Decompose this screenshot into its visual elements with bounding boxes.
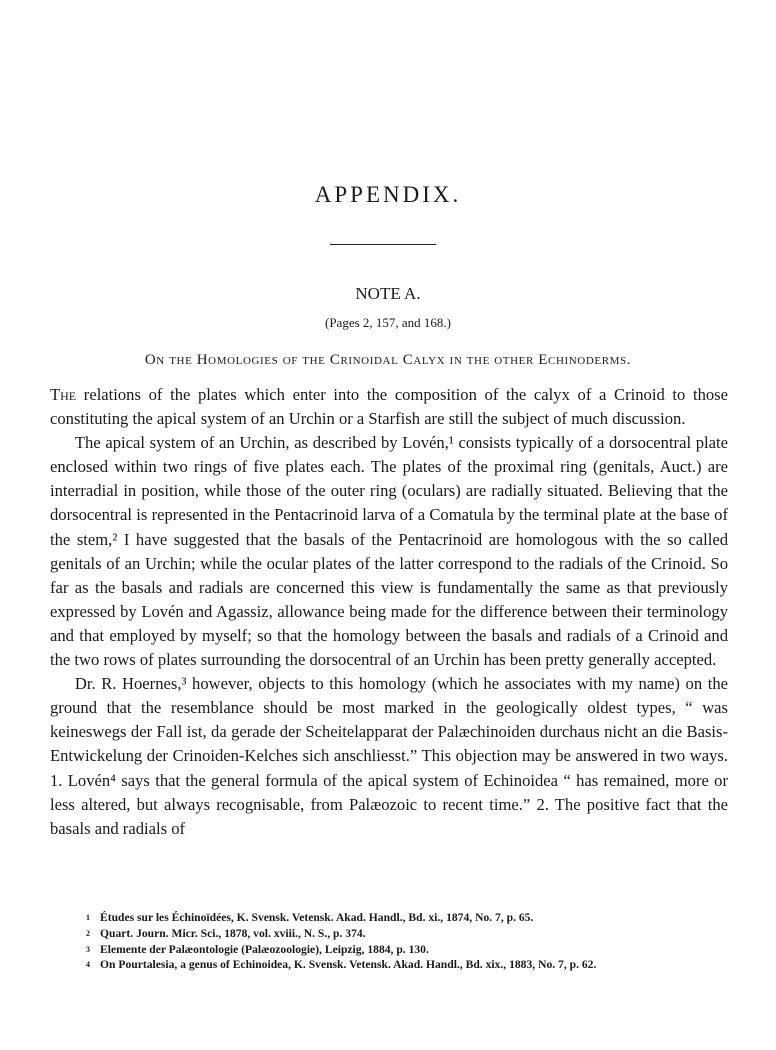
footnote-4: [86, 957, 726, 973]
note-pages: (Pages 2, 157, and 168.): [324, 315, 451, 330]
footnote-2-text: Quart. Journ. Micr. Sci., 1878, vol. xviii., N. S., p. 374.: [100, 926, 366, 940]
paragraph-1-first-word: The: [50, 385, 77, 404]
footnote-3: [86, 942, 726, 958]
footnote-1: [86, 910, 726, 926]
footnote-3-text: Elemente der Palæontologie (Palæozoologie), Leipzig, 1884, p. 130.: [100, 942, 429, 956]
paragraph-1: [50, 383, 728, 431]
footnote-2-mark: 2: [86, 928, 90, 938]
body-text: [50, 383, 728, 841]
footnote-4-text: On Pourtalesia, a genus of Echinoidea, K. Svensk. Vetensk. Akad. Handl., Bd. xix., 1883, No. 7, p. 62.: [100, 958, 597, 972]
footnote-1-mark: 1: [86, 913, 90, 922]
paragraph-1-text: relations of the plates which enter into the composition of the calyx of a Crinoid to those constituting the apical system of an Urchin or a Starfish are still the subject of much discussion.: [50, 385, 728, 429]
footnote-3-mark: 3: [86, 944, 90, 954]
footnotes: [86, 910, 726, 973]
appendix-title: APPENDIX.: [314, 182, 462, 207]
paragraph-2: The apical system of an Urchin, as described by Lovén,¹ consists typically of a dorsocentral plate enclosed within two rings of five plates each. The plates of the proximal ring (genitals, Auct.) are interradial in position, while those of the outer ring (oculars) are radially situated. Believing that the dorsocentral is represented in the Pentacrinoid larva of a Comatula by the terminal plate at the base of the stem,² I have suggested that the basals of the Pentacrinoid are homologous with the so called genitals of an Urchin; while the ocular plates of the latter correspond to the radials of the Crinoid. So far as the basals and radials are concerned this view is fundamentally the same as that previously expressed by Lovén and Agassiz, allowance being made for the difference between their terminology and that employed by myself; so that the homology between the basals and radials of a Crinoid and the two rows of plates surrounding the dorsocentral of an Urchin has been pretty generally accepted.: [50, 433, 728, 670]
footnote-1-text: Études sur les Échinoïdées, K. Svensk. Vetensk. Akad. Handl., Bd. xi., 1874, No. 7, p. 65.: [100, 911, 534, 924]
note-title: NOTE A.: [355, 284, 421, 303]
title-rule: [330, 244, 436, 245]
footnote-2: [86, 926, 726, 942]
section-heading: On the Homologies of the Crinoidal Calyx in the other Echinoderms.: [144, 352, 632, 368]
footnote-4-mark: 4: [86, 960, 90, 970]
paragraph-3: Dr. R. Hoernes,³ however, objects to this homology (which he associates with my name) on the ground that the resemblance should be most marked in the geologically oldest types, “ was keineswegs der Fall ist, da gerade der Scheitelapparat der Palæchinoiden durchaus nicht an die Basis-Entwickelung der Crinoiden-Kelches sich anschliesst.” This objection may be answered in two ways. 1. Lovén⁴ says that the general formula of the apical system of Echinoidea “ has remained, more or less altered, but always recognisable, from Palæozoic to recent time.” 2. The positive fact that the basals and radials of: [50, 674, 728, 838]
